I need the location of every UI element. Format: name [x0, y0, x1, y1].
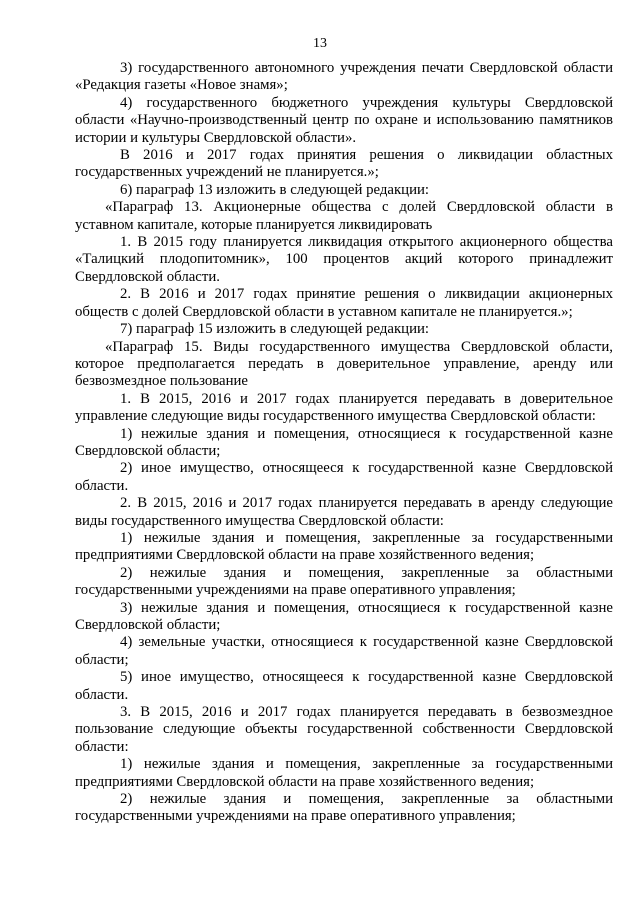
document-body	[75, 60, 613, 826]
lease-item-1: 1) нежилые здания и помещения, закрепленные за государственными предприятиями Свердловской области на праве хозяйственного ведения;	[75, 529, 613, 564]
section-15-item-2: 2. В 2015, 2016 и 2017 годах планируется передавать в аренду следующие виды государственного имущества Свердловской области:	[75, 495, 613, 529]
paragraph-amend-15: 7) параграф 15 изложить в следующей редакции:	[120, 321, 430, 338]
free-use-item-1: 1) нежилые здания и помещения, закрепленные за государственными предприятиями Свердловской области на праве хозяйственного ведения;	[75, 756, 613, 790]
trust-management-item-2: 2) иное имущество, относящееся к государственной казне Свердловской области.	[75, 460, 613, 494]
lease-item-3: 3) нежилые здания и помещения, относящиеся к государственной казне Свердловской области;	[75, 599, 613, 633]
section-13-heading: «Параграф 13. Акционерные общества с долей Свердловской области в уставном капитале, которые планируется ликвидировать	[75, 199, 613, 233]
paragraph-item-4: 4) государственного бюджетного учреждения культуры Свердловской области «Научно-производственный центр по охране и использованию памятников истории и культуры Свердловской области».	[75, 94, 613, 146]
section-13-item-1: 1. В 2015 году планируется ликвидация открытого акционерного общества «Талицкий плодопитомник», 100 процентов акций которого принадлежит Свердловской области.	[75, 234, 613, 285]
section-15-item-3: 3. В 2015, 2016 и 2017 годах планируется передавать в безвозмездное пользование следующие объекты государственной собственности Свердловской области:	[75, 704, 613, 755]
section-15-heading: «Параграф 15. Виды государственного имущества Свердловской области, которое предполагается передать в доверительное управление, аренду или безвозмездное пользование	[75, 338, 613, 390]
paragraph-amend-13: 6) параграф 13 изложить в следующей редакции:	[120, 181, 430, 198]
paragraph-item-3: 3) государственного автономного учреждения печати Свердловской области «Редакция газеты «Новое знамя»;	[75, 60, 613, 94]
section-13-item-2: 2. В 2016 и 2017 годах принятие решения о ликвидации акционерных обществ с долей Свердловской области в уставном капитале не планируется.»;	[75, 286, 613, 320]
section-15-item-1: 1. В 2015, 2016 и 2017 годах планируется передавать в доверительное управление следующие виды государственного имущества Свердловской области:	[75, 390, 613, 425]
paragraph-no-liquidation: В 2016 и 2017 годах принятия решения о ликвидации областных государственных учреждений не планируется.»;	[75, 147, 613, 181]
lease-item-4: 4) земельные участки, относящиеся к государственной казне Свердловской области;	[75, 634, 613, 668]
lease-item-5: 5) иное имущество, относящееся к государственной казне Свердловской области.	[75, 669, 613, 703]
free-use-item-2: 2) нежилые здания и помещения, закрепленные за областными государственными учреждениями на праве оперативного управления;	[75, 791, 613, 825]
page-number: 13	[313, 36, 327, 51]
lease-item-2: 2) нежилые здания и помещения, закрепленные за областными государственными учреждениями на праве оперативного управления;	[75, 564, 613, 599]
trust-management-item-1: 1) нежилые здания и помещения, относящиеся к государственной казне Свердловской области;	[75, 425, 613, 459]
